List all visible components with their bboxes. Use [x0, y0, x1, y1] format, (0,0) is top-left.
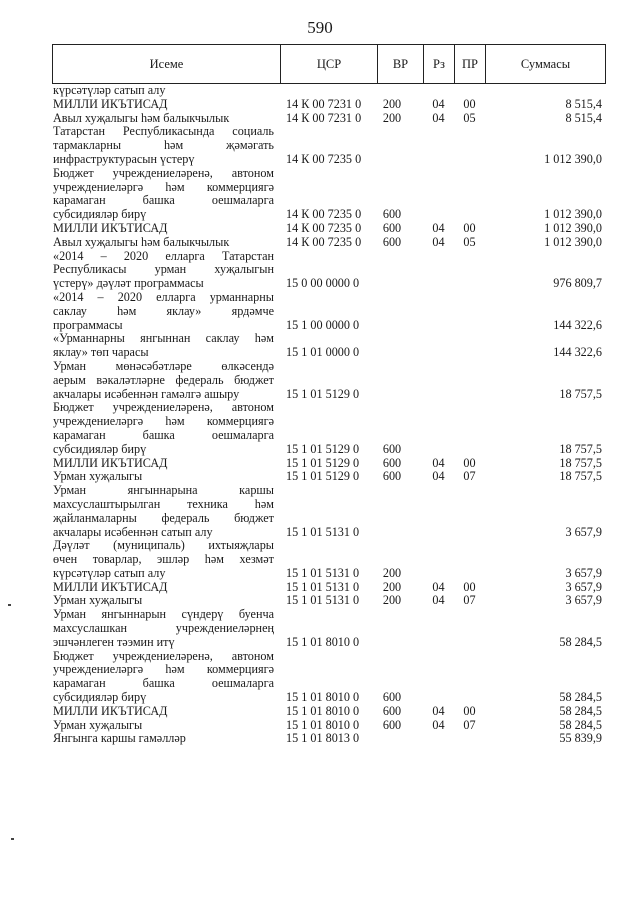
header-vr: ВР [378, 45, 424, 83]
row-name-line: программасы [53, 317, 123, 332]
row-pr: 00 [463, 96, 476, 111]
row-vr: 600 [382, 234, 402, 249]
table-header [52, 44, 606, 84]
header-rz: Рз [424, 45, 455, 83]
scan-speck [11, 838, 14, 840]
row-csr: 15 1 01 8013 0 [286, 731, 360, 746]
row-name-line: тармакларны һәм җәмәгать [53, 138, 274, 153]
row-name-line: субсидияләр бирү [53, 690, 147, 705]
row-csr: 14 К 00 7235 0 [286, 220, 362, 235]
table-row [52, 539, 608, 580]
row-pr: 00 [463, 220, 476, 235]
row-sum: 976 809,7 [553, 276, 602, 291]
row-name [52, 650, 280, 705]
row-csr: 15 1 01 8010 0 [286, 634, 360, 649]
row-csr: 15 1 01 5131 0 [286, 593, 360, 608]
row-name-line: карамаган башка оешмаларга [53, 676, 274, 691]
row-sum: 3 657,9 [565, 593, 602, 608]
row-pr: 00 [463, 455, 476, 470]
row-pr: 05 [463, 234, 476, 249]
table-row [52, 457, 608, 471]
row-name [52, 98, 280, 112]
row-name-line: Урман хуҗалыгы [53, 717, 143, 732]
row-name [52, 250, 280, 291]
row-vr: 600 [382, 441, 402, 456]
header-csr: ЦСР [281, 45, 378, 83]
row-pr: 07 [463, 593, 476, 608]
row-name [52, 112, 280, 126]
row-csr: 15 1 01 5131 0 [286, 565, 360, 580]
row-sum: 1 012 390,0 [544, 207, 602, 222]
row-name-line: күрсәтүләр сатып алу [53, 565, 166, 580]
row-csr: 15 1 01 5129 0 [286, 469, 360, 484]
row-sum: 144 322,6 [553, 345, 602, 360]
row-name-line: үстерү» дәүләт программасы [53, 276, 204, 291]
table-row [52, 84, 608, 98]
table-row [52, 594, 608, 608]
row-rz: 04 [432, 593, 445, 608]
page-number: 590 [307, 18, 333, 37]
row-name-line: карамаган башка оешмаларга [53, 193, 274, 208]
row-vr: 600 [382, 717, 402, 732]
row-name-line: «2014 – 2020 елларга Татарстан [53, 248, 274, 263]
table-row [52, 222, 608, 236]
row-name-line: Бюджет учреждениеләренә, автоном [53, 648, 274, 663]
table-body [52, 84, 608, 746]
table-row [52, 167, 608, 222]
row-name [52, 732, 280, 746]
row-csr: 15 1 01 8010 0 [286, 703, 360, 718]
row-pr: 07 [463, 717, 476, 732]
row-vr: 200 [382, 565, 402, 580]
row-name-line: махсуслашкан учреждениеләрнең [53, 621, 274, 636]
row-csr: 15 1 01 5131 0 [286, 524, 360, 539]
row-name-line: инфраструктурасын үстерү [53, 151, 195, 166]
row-csr: 15 0 00 0000 0 [286, 276, 360, 291]
row-name-line: Авыл хуҗалыгы һәм балыкчылык [53, 234, 230, 249]
table-row [52, 470, 608, 484]
row-name-line: «2014 – 2020 елларга урманнарны [53, 289, 274, 304]
row-vr: 600 [382, 703, 402, 718]
row-csr: 15 1 01 5131 0 [286, 579, 360, 594]
row-name-line: Янгынга каршы гамәлләр [53, 731, 186, 746]
header-pr: ПР [455, 45, 486, 83]
table-row [52, 705, 608, 719]
row-name-line: МИЛЛИ ИКЪТИСАД [53, 579, 168, 594]
row-name-line: МИЛЛИ ИКЪТИСАД [53, 455, 168, 470]
row-rz: 04 [432, 110, 445, 125]
row-csr: 15 1 01 5129 0 [286, 386, 360, 401]
row-sum: 58 284,5 [559, 634, 602, 649]
table-row [52, 608, 608, 649]
row-rz: 04 [432, 234, 445, 249]
table-row [52, 719, 608, 733]
row-name-line: субсидияләр бирү [53, 207, 147, 222]
row-name [52, 719, 280, 733]
row-name-line: карамаган башка оешмаларга [53, 427, 274, 442]
table-row [52, 125, 608, 166]
row-name [52, 457, 280, 471]
row-vr: 600 [382, 690, 402, 705]
row-name-line: җайланмаларны федераль бюджет [53, 510, 274, 525]
row-name [52, 470, 280, 484]
row-name [52, 484, 280, 539]
row-name-line: Республикасы урман хуҗалыгын [53, 262, 274, 277]
row-sum: 18 757,5 [559, 441, 602, 456]
row-name [52, 705, 280, 719]
row-name-line: Урман хуҗалыгы [53, 593, 143, 608]
row-csr: 15 1 01 0000 0 [286, 345, 360, 360]
row-name-line: эшчәнлеген тәэмин итү [53, 634, 175, 649]
table-row [52, 401, 608, 456]
row-name [52, 594, 280, 608]
row-vr: 200 [382, 110, 402, 125]
row-name-line: махсуслаштырылган техника һәм [53, 496, 274, 511]
row-csr: 14 К 00 7235 0 [286, 234, 362, 249]
row-name-line: учреждениеләргә һәм коммерциягә [53, 179, 274, 194]
row-vr: 200 [382, 593, 402, 608]
scan-speck [8, 604, 11, 606]
row-sum: 1 012 390,0 [544, 220, 602, 235]
row-name-line: күрсәтүләр сатып алу [53, 83, 166, 97]
row-sum: 18 757,5 [559, 455, 602, 470]
row-sum: 3 657,9 [565, 524, 602, 539]
row-vr: 600 [382, 455, 402, 470]
row-sum: 18 757,5 [559, 469, 602, 484]
row-name-line: акчалары исәбеннән гамәлгә ашыру [53, 386, 240, 401]
table-row [52, 291, 608, 332]
table-row [52, 250, 608, 291]
row-pr: 00 [463, 703, 476, 718]
row-sum: 58 284,5 [559, 717, 602, 732]
row-name-line: өчен товарлар, эшләр һәм хезмәт [53, 552, 274, 567]
row-name [52, 539, 280, 580]
row-name [52, 360, 280, 401]
table-row [52, 732, 608, 746]
row-name-line: яклау» төп чарасы [53, 345, 149, 360]
row-sum: 3 657,9 [565, 565, 602, 580]
row-csr: 15 1 01 5129 0 [286, 441, 360, 456]
row-name [52, 84, 280, 98]
row-sum: 58 284,5 [559, 690, 602, 705]
row-vr: 200 [382, 96, 402, 111]
row-vr: 200 [382, 579, 402, 594]
row-name-line: учреждениеләргә һәм коммерциягә [53, 662, 274, 677]
row-pr: 05 [463, 110, 476, 125]
row-sum: 18 757,5 [559, 386, 602, 401]
row-name-line: МИЛЛИ ИКЪТИСАД [53, 703, 168, 718]
row-vr: 600 [382, 469, 402, 484]
row-csr: 15 1 01 5129 0 [286, 455, 360, 470]
row-name-line: Урман янгыннарына каршы [53, 483, 274, 498]
row-name [52, 332, 280, 360]
row-name-line: МИЛЛИ ИКЪТИСАД [53, 220, 168, 235]
row-csr: 14 К 00 7231 0 [286, 110, 362, 125]
row-name [52, 401, 280, 456]
row-name-line: субсидияләр бирү [53, 441, 147, 456]
row-csr: 14 К 00 7235 0 [286, 151, 362, 166]
row-name [52, 291, 280, 332]
table-row [52, 236, 608, 250]
table-row [52, 332, 608, 360]
row-name-line: акчалары исәбеннән сатып алу [53, 524, 213, 539]
row-sum: 8 515,4 [565, 96, 602, 111]
row-name-line: Бюджет учреждениеләренә, автоном [53, 400, 274, 415]
row-csr: 15 1 01 8010 0 [286, 690, 360, 705]
row-rz: 04 [432, 703, 445, 718]
row-name-line: Дәүләт (муниципаль) ихтыяҗлары [53, 538, 274, 553]
row-name-line: Урман янгыннарын сүндерү буенча [53, 607, 274, 622]
row-rz: 04 [432, 455, 445, 470]
row-pr: 07 [463, 469, 476, 484]
row-name-line: «Урманнарны янгыннан саклау һәм [53, 331, 274, 346]
row-rz: 04 [432, 96, 445, 111]
table-row [52, 650, 608, 705]
row-rz: 04 [432, 717, 445, 732]
row-rz: 04 [432, 220, 445, 235]
row-name [52, 222, 280, 236]
table-row [52, 360, 608, 401]
row-sum: 55 839,9 [559, 731, 602, 746]
row-name [52, 236, 280, 250]
table-row [52, 98, 608, 112]
row-vr: 600 [382, 207, 402, 222]
row-name-line: аерым вәкаләтләрне федераль бюджет [53, 372, 274, 387]
row-sum: 58 284,5 [559, 703, 602, 718]
table-row [52, 484, 608, 539]
row-sum: 3 657,9 [565, 579, 602, 594]
row-csr: 15 1 00 0000 0 [286, 317, 360, 332]
row-name [52, 581, 280, 595]
header-sum: Суммасы [520, 56, 571, 71]
row-name-line: Авыл хуҗалыгы һәм балыкчылык [53, 110, 230, 125]
row-rz: 04 [432, 579, 445, 594]
row-sum: 1 012 390,0 [544, 234, 602, 249]
row-name [52, 167, 280, 222]
row-name-line: учреждениеләргә һәм коммерциягә [53, 414, 274, 429]
row-name-line: Урман мөнәсәбәтләре өлкәсендә [53, 358, 274, 373]
row-csr: 15 1 01 8010 0 [286, 717, 360, 732]
table-row [52, 581, 608, 595]
row-csr: 14 К 00 7235 0 [286, 207, 362, 222]
row-csr: 14 К 00 7231 0 [286, 96, 362, 111]
row-name-line: саклау һәм яклау» ярдәмче [53, 303, 274, 318]
row-sum: 144 322,6 [553, 317, 602, 332]
row-rz: 04 [432, 469, 445, 484]
row-sum: 1 012 390,0 [544, 151, 602, 166]
row-name-line: Бюджет учреждениеләренә, автоном [53, 165, 274, 180]
row-name-line: Урман хуҗалыгы [53, 469, 143, 484]
row-name-line: МИЛЛИ ИКЪТИСАД [53, 96, 168, 111]
row-name-line: Татарстан Республикасында социаль [53, 124, 274, 139]
row-sum: 8 515,4 [565, 110, 602, 125]
row-vr: 600 [382, 220, 402, 235]
row-name [52, 125, 280, 166]
header-name: Исеме [53, 45, 281, 83]
row-name [52, 608, 280, 649]
row-pr: 00 [463, 579, 476, 594]
table-row [52, 112, 608, 126]
